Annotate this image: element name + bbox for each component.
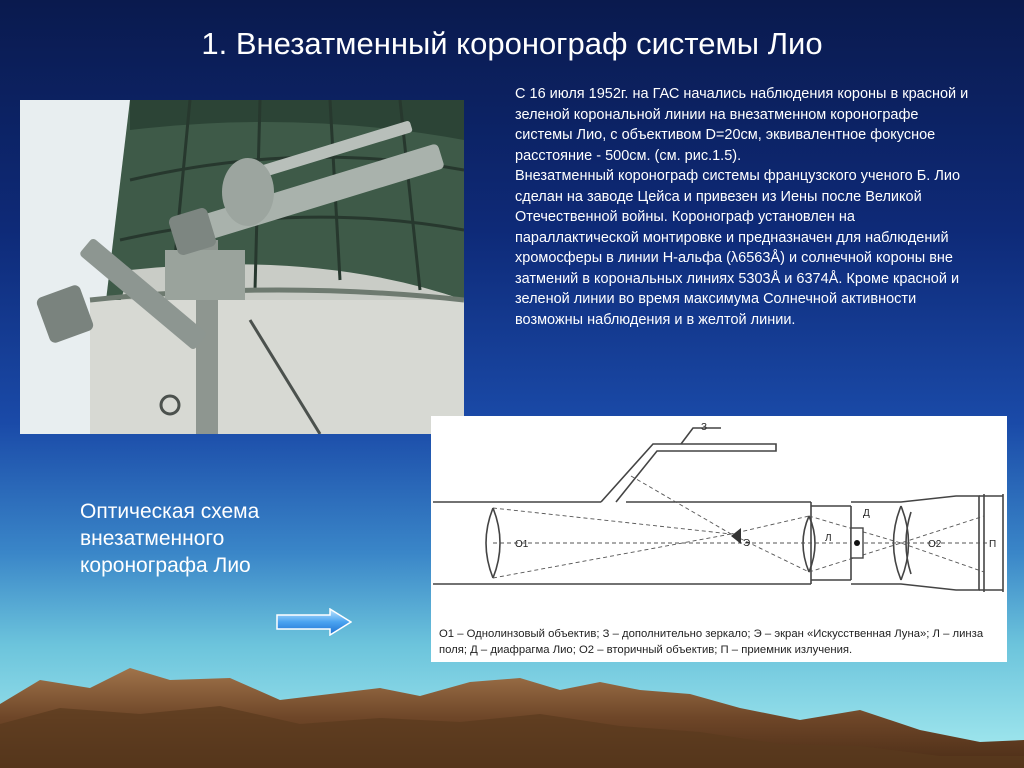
optical-scheme-diagram: [431, 416, 1007, 662]
label-mirror: З: [701, 422, 708, 433]
description-paragraph-2: Внезатменный коронограф системы французского ученого Б. Лио сделан на заводе Цейса и привезен из Иены после Великой Отечественной войны. Коронограф установлен на параллактической монтировке и предназначен для наблюдений хромосферы в линии Н-альфа (λ6563Å) и солнечной короны вне затмений в корональных линиях 5303Å и 6374Å. Кроме красной и зеленой линии во время максимума Солнечной активности возможны наблюдения и в желтой линии.: [515, 168, 961, 328]
mountain-landscape: [0, 660, 1024, 768]
description-paragraph-1: С 16 июля 1952г. на ГАС начались наблюдения короны в красной и зеленой корональной линии на внезатменном коронографе системы Лио, с объективом D=20см, эквивалентное фокусное расстояние - 500см. (см. рис.1.5).: [515, 86, 969, 164]
diagram-caption: [80, 498, 360, 579]
coronagraph-photo: [20, 100, 464, 434]
slide-title: 1. Внезатменный коронограф системы Лио: [201, 26, 823, 61]
caption-line-3: коронографа Лио: [80, 554, 251, 577]
label-receiver: П: [989, 539, 997, 550]
label-objective: О1: [515, 539, 529, 550]
label-field-lens: Л: [825, 533, 832, 544]
label-diaphragm: Д: [863, 508, 870, 519]
description-text: [515, 84, 975, 330]
diagram-legend: О1 – Однолинзовый объектив; З – дополнительно зеркало; Э – экран «Искусственная Луна»; Л – линза поля; Д – диафрагма Лио; О2 – вторичный объектив; П – приемник излучения.: [439, 628, 984, 656]
label-screen: Э: [743, 538, 751, 549]
caption-line-1: Оптическая схема: [80, 500, 260, 523]
caption-line-2: внезатменного: [80, 527, 225, 550]
label-secondary: О2: [928, 539, 942, 550]
right-arrow-icon: [276, 608, 352, 636]
